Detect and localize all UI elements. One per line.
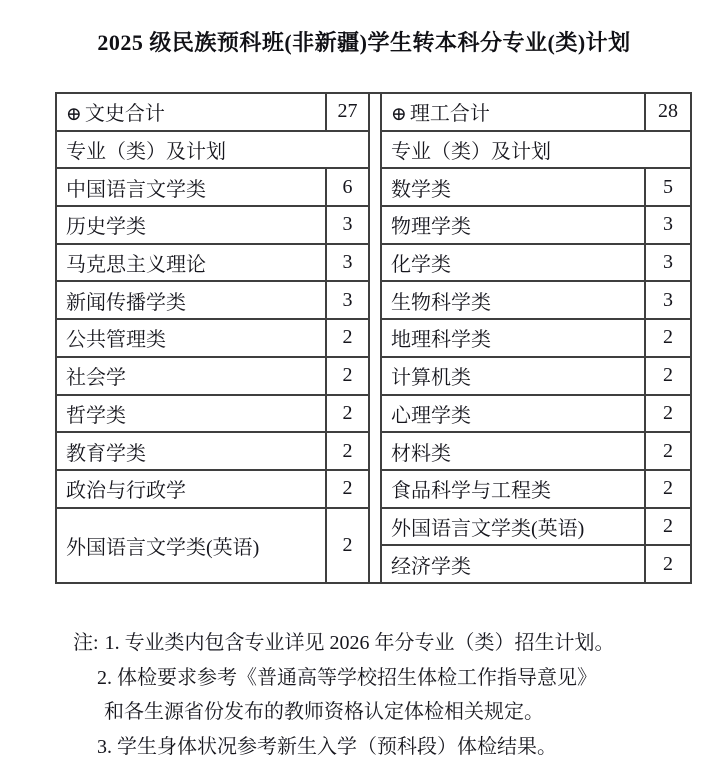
major-count-cell: 3 <box>326 281 369 319</box>
major-count-cell: 2 <box>326 319 369 357</box>
expand-plus-icon: ⊕ <box>66 104 82 126</box>
major-count-cell: 2 <box>645 395 691 433</box>
major-name-cell: 材料类 <box>381 432 645 470</box>
table-spacer-cell <box>369 93 381 131</box>
major-name-cell: 化学类 <box>381 244 645 282</box>
major-name-cell: 新闻传播学类 <box>56 281 326 319</box>
major-name-cell: 中国语言文学类 <box>56 168 326 206</box>
table-spacer-cell <box>369 357 381 395</box>
major-name-cell: 生物科学类 <box>381 281 645 319</box>
major-name-cell: 物理学类 <box>381 206 645 244</box>
major-name-cell: 教育学类 <box>56 432 326 470</box>
major-count-cell: 2 <box>645 357 691 395</box>
right-total-label: 理工合计 <box>409 103 490 126</box>
major-count-cell: 3 <box>645 206 691 244</box>
note-line-3: 和各生源省份发布的教师资格认定体检相关规定。 <box>104 701 544 723</box>
table-row <box>56 432 691 470</box>
table-row <box>56 244 691 282</box>
major-count-cell: 3 <box>645 281 691 319</box>
page-title: 2025 级民族预科班(非新疆)学生转本科分专业(类)计划 <box>97 30 631 55</box>
table-spacer-cell <box>369 131 381 169</box>
table-spacer-cell <box>369 244 381 282</box>
note-text: 1. 专业类内包含专业详见 2026 年分专业（类）招生计划。 <box>104 632 615 654</box>
left-total-label: 文史合计 <box>84 103 165 126</box>
note-line-1 <box>73 626 615 661</box>
table-row <box>56 395 691 433</box>
expand-plus-icon: ⊕ <box>391 104 407 126</box>
major-count-cell: 3 <box>645 244 691 282</box>
major-name-cell: 外国语言文学类(英语) <box>56 508 326 583</box>
table-row <box>56 168 691 206</box>
table-spacer-cell <box>369 168 381 206</box>
major-count-cell: 3 <box>326 244 369 282</box>
table-row <box>56 470 691 508</box>
table-spacer-cell <box>369 508 381 583</box>
left-subheader-cell: 专业（类）及计划 <box>56 131 369 169</box>
major-name-cell: 食品科学与工程类 <box>381 470 645 508</box>
major-count-cell: 2 <box>645 470 691 508</box>
table-spacer-cell <box>369 206 381 244</box>
major-name-cell: 外国语言文学类(英语) <box>381 508 645 546</box>
note-line-2: 2. 体检要求参考《普通高等学校招生体检工作指导意见》 <box>97 666 597 689</box>
right-subheader-cell: 专业（类）及计划 <box>381 131 691 169</box>
major-name-cell: 哲学类 <box>56 395 326 433</box>
note-line-4: 3. 学生身体状况参考新生入学（预科段）体检结果。 <box>97 735 557 758</box>
table-row <box>56 508 691 546</box>
major-count-cell: 5 <box>645 168 691 206</box>
notes-section <box>73 626 615 764</box>
major-count-cell: 2 <box>326 395 369 433</box>
major-count-cell: 6 <box>326 168 369 206</box>
major-name-cell: 数学类 <box>381 168 645 206</box>
major-count-cell: 2 <box>326 508 369 583</box>
major-name-cell: 历史学类 <box>56 206 326 244</box>
major-name-cell: 公共管理类 <box>56 319 326 357</box>
major-name-cell: 经济学类 <box>381 545 645 583</box>
right-total-value: 28 <box>645 93 691 131</box>
major-name-cell: 马克思主义理论 <box>56 244 326 282</box>
major-count-cell: 2 <box>645 545 691 583</box>
major-count-cell: 2 <box>645 508 691 546</box>
table-row-totals <box>56 93 691 131</box>
left-total-cell <box>56 93 326 131</box>
table-spacer-cell <box>369 281 381 319</box>
table-spacer-cell <box>369 395 381 433</box>
table-row <box>56 281 691 319</box>
major-count-cell: 2 <box>645 319 691 357</box>
major-name-cell: 心理学类 <box>381 395 645 433</box>
major-count-cell: 2 <box>326 357 369 395</box>
major-plan-table <box>55 92 692 584</box>
major-name-cell: 地理科学类 <box>381 319 645 357</box>
major-name-cell: 政治与行政学 <box>56 470 326 508</box>
major-count-cell: 2 <box>326 432 369 470</box>
major-count-cell: 2 <box>645 432 691 470</box>
table-spacer-cell <box>369 470 381 508</box>
table-spacer-cell <box>369 319 381 357</box>
table-row-subheader <box>56 131 691 169</box>
major-count-cell: 3 <box>326 206 369 244</box>
table-row <box>56 357 691 395</box>
major-count-cell: 2 <box>326 470 369 508</box>
notes-label: 注: <box>73 632 99 654</box>
table-spacer-cell <box>369 432 381 470</box>
major-name-cell: 社会学 <box>56 357 326 395</box>
table-row <box>56 319 691 357</box>
left-total-value: 27 <box>326 93 369 131</box>
major-name-cell: 计算机类 <box>381 357 645 395</box>
table-row <box>56 206 691 244</box>
right-total-cell <box>381 93 645 131</box>
